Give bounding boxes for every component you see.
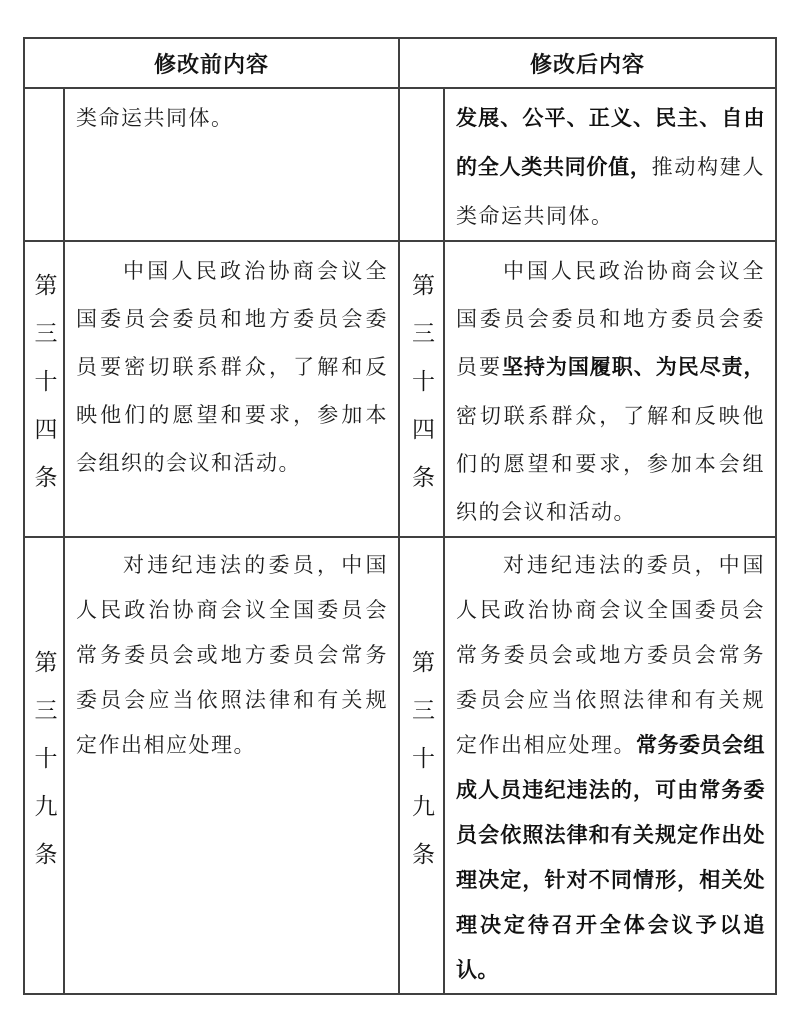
before-content-cell [64, 88, 399, 241]
after-paragraph [445, 89, 775, 240]
after-content-cell [444, 537, 776, 994]
text-segment: 对违纪违法的委员，中国人民政治协商会议全国委员会常务委员会或地方委员会常务委员会应当依照法律和有关规定作出相应处理。 [456, 553, 766, 757]
text-segment-bold: 常务委员会组成人员违纪违法的，可由常务委员会依照法律和有关规定作出处理决定，针对不同情形，相关处理决定待召开全体会议予以追认。 [456, 734, 766, 982]
article-number-cell-after [399, 537, 444, 994]
text-segment-bold: 坚持为国履职、为民尽责， [501, 356, 766, 379]
text-segment: 推动构建人类命运共同体。 [456, 155, 766, 228]
article-number-cell-before [24, 537, 64, 994]
header-before: 修改前内容 [24, 38, 399, 88]
article-number: 第三十九条 [409, 649, 435, 890]
text-segment-bold: 发展、公平、正义、民主、自由的全人类共同价值， [456, 107, 766, 179]
before-paragraph [65, 538, 398, 768]
header-row [24, 38, 776, 88]
article-number-cell-before [24, 241, 64, 537]
text-segment: 对违纪违法的委员，中国人民政治协商会议全国委员会常务委员会或地方委员会常务委员会应当依照法律和有关规定作出相应处理。 [76, 553, 389, 757]
article-number: 第三十四条 [31, 273, 57, 513]
table-row [24, 241, 776, 537]
before-content-cell [64, 537, 399, 994]
article-number: 第三十九条 [31, 649, 57, 890]
table-row [24, 88, 776, 241]
after-content-cell [444, 241, 776, 537]
before-paragraph [65, 242, 398, 487]
revision-comparison-table [23, 37, 777, 995]
before-content-cell [64, 241, 399, 537]
text-segment: 中国人民政治协商会议全国委员会委员和地方委员会委员要 [456, 259, 766, 379]
article-number-cell-after [399, 241, 444, 537]
after-content-cell [444, 88, 776, 241]
table-row [24, 537, 776, 994]
after-paragraph [445, 242, 775, 536]
article-number-cell-before [24, 88, 64, 241]
before-paragraph [65, 89, 398, 142]
text-segment: 中国人民政治协商会议全国委员会委员和地方委员会委员要密切联系群众，了解和反映他们的愿望和要求，参加本会组织的会议和活动。 [76, 259, 389, 475]
text-segment: 密切联系群众，了解和反映他们的愿望和要求，参加本会组织的会议和活动。 [456, 404, 766, 524]
article-number-cell-after [399, 88, 444, 241]
article-number: 第三十四条 [409, 273, 435, 513]
header-after: 修改后内容 [399, 38, 776, 88]
after-paragraph [445, 538, 775, 993]
text-segment: 类命运共同体。 [76, 106, 234, 130]
